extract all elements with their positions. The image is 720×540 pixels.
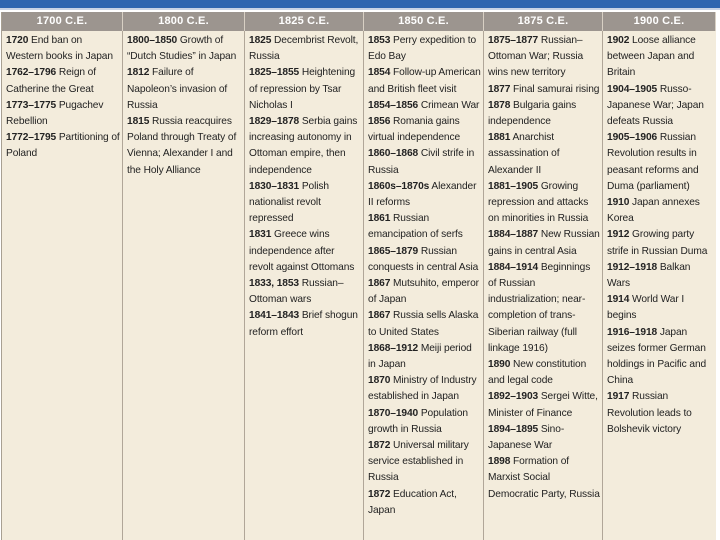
entry-text: Follow-up American and British fleet visit bbox=[368, 67, 481, 95]
entry-text: Ministry of Industry established in Japan bbox=[368, 375, 477, 403]
entry-date: 1881–1905 bbox=[488, 180, 539, 192]
timeline-entry bbox=[607, 33, 714, 82]
timeline-header-row bbox=[2, 12, 716, 31]
entry-text: Failure of Napoleon’s invasion of Russia bbox=[127, 67, 228, 111]
entry-text: Russian Revolution results in peasant reforms and Duma (parliament) bbox=[607, 132, 699, 192]
entry-date: 1825 bbox=[249, 35, 272, 46]
entry-date: 1881 bbox=[488, 132, 511, 144]
timeline-entry bbox=[488, 130, 600, 179]
entry-text: Greece wins independence after revolt against Ottomans bbox=[249, 229, 355, 273]
timeline-table bbox=[1, 12, 716, 540]
header-1700: 1700 C.E. bbox=[2, 12, 123, 31]
entry-text: Russian–Ottoman War; Russia wins new territory bbox=[488, 35, 584, 79]
timeline-entry bbox=[607, 292, 714, 324]
entry-date: 1830–1831 bbox=[249, 180, 300, 192]
entry-date: 1877 bbox=[488, 83, 511, 95]
entry-text: End ban on Western books in Japan bbox=[6, 35, 113, 63]
entry-date: 1892–1903 bbox=[488, 391, 539, 403]
entry-text: Growing repression and attacks on minorities in Russia bbox=[488, 180, 589, 225]
entry-date: 1868–1912 bbox=[368, 342, 419, 354]
timeline-entry bbox=[249, 276, 361, 308]
timeline-entry bbox=[607, 260, 714, 292]
column-1700 bbox=[2, 31, 123, 540]
timeline-entry bbox=[368, 406, 481, 438]
timeline-entry bbox=[368, 438, 481, 487]
entry-text: Population growth in Russia bbox=[368, 407, 468, 435]
entry-date: 1884–1914 bbox=[488, 261, 539, 273]
column-1875 bbox=[484, 31, 603, 540]
header-1875: 1875 C.E. bbox=[484, 12, 603, 31]
top-accent-bar bbox=[0, 0, 720, 8]
timeline-entry bbox=[368, 114, 481, 146]
entry-text: Beginnings of Russian industrialization; near-completion of trans-Siberian railway (full linkage 1916) bbox=[488, 261, 591, 354]
entry-date: 1912 bbox=[607, 229, 630, 241]
timeline-entry bbox=[368, 65, 481, 97]
entry-date: 1841–1843 bbox=[249, 310, 300, 322]
timeline-entry bbox=[249, 114, 361, 179]
entry-date: 1861 bbox=[368, 213, 391, 225]
timeline-entry bbox=[488, 179, 600, 228]
entry-date: 1860–1868 bbox=[368, 148, 419, 160]
entry-text: Education Act, Japan bbox=[368, 488, 457, 516]
entry-date: 1865–1879 bbox=[368, 245, 419, 257]
entry-date: 1870–1940 bbox=[368, 407, 419, 419]
entry-date: 1875–1877 bbox=[488, 35, 539, 46]
timeline-entry bbox=[607, 82, 714, 131]
timeline-entry bbox=[368, 487, 481, 519]
timeline-entry bbox=[488, 260, 600, 357]
timeline-entry bbox=[368, 373, 481, 405]
entry-date: 1894–1895 bbox=[488, 423, 539, 435]
entry-date: 1720 bbox=[6, 35, 29, 46]
entry-date: 1884–1887 bbox=[488, 229, 539, 241]
entry-text: World War I begins bbox=[607, 294, 685, 322]
entry-text: Civil strife in Russia bbox=[368, 148, 475, 176]
timeline-entry bbox=[127, 65, 242, 114]
entry-text: Growth of “Dutch Studies” in Japan bbox=[127, 35, 237, 63]
entry-date: 1815 bbox=[127, 116, 150, 128]
entry-text: Loose alliance between Japan and Britain bbox=[607, 35, 696, 79]
timeline-entry bbox=[488, 357, 600, 389]
entry-date: 1773–1775 bbox=[6, 99, 57, 111]
entry-text: Russia sells Alaska to United States bbox=[368, 310, 479, 338]
entry-text: Growing party strife in Russian Duma bbox=[607, 229, 708, 257]
header-1900: 1900 C.E. bbox=[603, 12, 716, 31]
entry-date: 1898 bbox=[488, 456, 511, 468]
entry-date: 1905–1906 bbox=[607, 132, 658, 144]
timeline-entry bbox=[368, 211, 481, 243]
entry-text: Decembrist Revolt, Russia bbox=[249, 35, 359, 63]
entry-text: Sergei Witte, Minister of Finance bbox=[488, 391, 598, 419]
timeline-entry bbox=[6, 98, 120, 130]
entry-text: New constitution and legal code bbox=[488, 359, 587, 387]
entry-text: Reign of Catherine the Great bbox=[6, 67, 96, 95]
timeline-entry bbox=[249, 65, 361, 114]
entry-text: Polish nationalist revolt repressed bbox=[249, 180, 329, 225]
entry-date: 1772–1795 bbox=[6, 132, 57, 144]
column-1900 bbox=[603, 31, 716, 540]
entry-date: 1854–1856 bbox=[368, 99, 419, 111]
entry-date: 1904–1905 bbox=[607, 83, 658, 95]
timeline-entry bbox=[368, 244, 481, 276]
entry-text: Serbia gains increasing autonomy in Ottoman empire, then independence bbox=[249, 116, 358, 176]
entry-text: Heightening of repression by Tsar Nicholas I bbox=[249, 67, 356, 111]
timeline-entry bbox=[249, 227, 361, 276]
timeline-entry bbox=[249, 308, 361, 340]
entry-text: Russian–Ottoman wars bbox=[249, 278, 344, 306]
timeline-entry bbox=[368, 308, 481, 340]
entry-text: Formation of Marxist Social Democratic Party, Russia bbox=[488, 456, 600, 500]
column-1825 bbox=[245, 31, 364, 540]
timeline-entry bbox=[488, 33, 600, 82]
entry-text: Meiji period in Japan bbox=[368, 342, 472, 371]
entry-date: 1825–1855 bbox=[249, 67, 300, 79]
timeline-entry bbox=[368, 33, 481, 65]
timeline-entry bbox=[368, 341, 481, 373]
timeline-entry bbox=[488, 454, 600, 503]
timeline-entry bbox=[249, 179, 361, 228]
timeline-entry bbox=[6, 33, 120, 65]
timeline-entry bbox=[249, 33, 361, 65]
entry-text: Universal military service established in Russia bbox=[368, 440, 469, 484]
header-1825: 1825 C.E. bbox=[245, 12, 364, 31]
entry-text: Russo-Japanese War; Japan defeats Russia bbox=[607, 83, 704, 128]
timeline-entry bbox=[368, 179, 481, 211]
entry-text: New Russian gains in central Asia bbox=[488, 229, 600, 257]
header-1800: 1800 C.E. bbox=[123, 12, 245, 31]
timeline-entry bbox=[368, 146, 481, 178]
timeline-entry bbox=[488, 227, 600, 259]
entry-date: 1878 bbox=[488, 99, 511, 111]
timeline-entry bbox=[488, 422, 600, 454]
entry-text: Russia reacquires Poland through Treaty of Vienna; Alexander I and the Holy Alliance bbox=[127, 116, 237, 176]
timeline-entry bbox=[488, 98, 600, 130]
entry-date: 1890 bbox=[488, 359, 511, 371]
timeline-entry bbox=[368, 98, 481, 114]
entry-text: Perry expedition to Edo Bay bbox=[368, 35, 477, 63]
entry-text: Alexander II reforms bbox=[368, 180, 477, 209]
entry-text: Crimean War bbox=[420, 99, 480, 111]
entry-date: 1872 bbox=[368, 488, 391, 500]
timeline-body bbox=[2, 31, 716, 540]
timeline-entry bbox=[488, 389, 600, 421]
timeline-entry bbox=[127, 33, 242, 65]
timeline-entry bbox=[607, 195, 714, 227]
entry-date: 1854 bbox=[368, 67, 391, 79]
entry-date: 1917 bbox=[607, 391, 630, 403]
timeline-entry bbox=[6, 65, 120, 97]
entry-date: 1867 bbox=[368, 278, 391, 290]
entry-text: Russian conquests in central Asia bbox=[368, 245, 479, 273]
entry-text: Mutsuhito, emperor of Japan bbox=[368, 278, 479, 306]
timeline-entry bbox=[127, 114, 242, 179]
timeline-entry bbox=[607, 325, 714, 390]
entry-date: 1872 bbox=[368, 440, 391, 452]
entry-text: Partitioning of Poland bbox=[6, 132, 120, 160]
timeline-entry bbox=[607, 389, 714, 438]
entry-date: 1812 bbox=[127, 67, 150, 79]
entry-text: Balkan Wars bbox=[607, 261, 691, 290]
entry-text: Bulgaria gains independence bbox=[488, 99, 577, 128]
timeline-entry bbox=[607, 227, 714, 259]
entry-date: 1829–1878 bbox=[249, 116, 300, 128]
entry-text: Japan annexes Korea bbox=[607, 197, 700, 225]
column-1800 bbox=[123, 31, 245, 540]
entry-date: 1870 bbox=[368, 375, 391, 387]
entry-date: 1867 bbox=[368, 310, 391, 322]
timeline-entry bbox=[607, 130, 714, 195]
entry-text: Russian emancipation of serfs bbox=[368, 213, 463, 241]
entry-date: 1833, 1853 bbox=[249, 278, 299, 290]
entry-text: Russian Revolution leads to Bolshevik victory bbox=[607, 391, 692, 435]
entry-date: 1902 bbox=[607, 35, 630, 46]
entry-date: 1853 bbox=[368, 35, 391, 46]
entry-text: Romania gains virtual independence bbox=[368, 116, 461, 144]
entry-text: Anarchist assassination of Alexander II bbox=[488, 132, 560, 176]
entry-date: 1912–1918 bbox=[607, 261, 658, 273]
entry-text: Japan seizes former German holdings in Pacific and China bbox=[607, 326, 707, 387]
top-accent-line bbox=[0, 8, 720, 10]
entry-date: 1910 bbox=[607, 197, 630, 209]
header-1850: 1850 C.E. bbox=[364, 12, 484, 31]
entry-text: Brief shogun reform effort bbox=[249, 310, 358, 338]
entry-text: Sino-Japanese War bbox=[488, 423, 565, 452]
entry-date: 1831 bbox=[249, 229, 272, 241]
timeline-entry bbox=[368, 276, 481, 308]
timeline-entry bbox=[488, 82, 600, 98]
entry-date: 1860s–1870s bbox=[368, 180, 430, 192]
timeline-entry bbox=[6, 130, 120, 162]
column-1850 bbox=[364, 31, 484, 540]
entry-date: 1916–1918 bbox=[607, 326, 658, 338]
entry-text: Pugachev Rebellion bbox=[6, 99, 104, 128]
entry-date: 1914 bbox=[607, 294, 630, 306]
entry-text: Final samurai rising bbox=[513, 83, 600, 95]
entry-date: 1856 bbox=[368, 116, 391, 128]
entry-date: 1762–1796 bbox=[6, 67, 57, 79]
entry-date: 1800–1850 bbox=[127, 35, 178, 46]
